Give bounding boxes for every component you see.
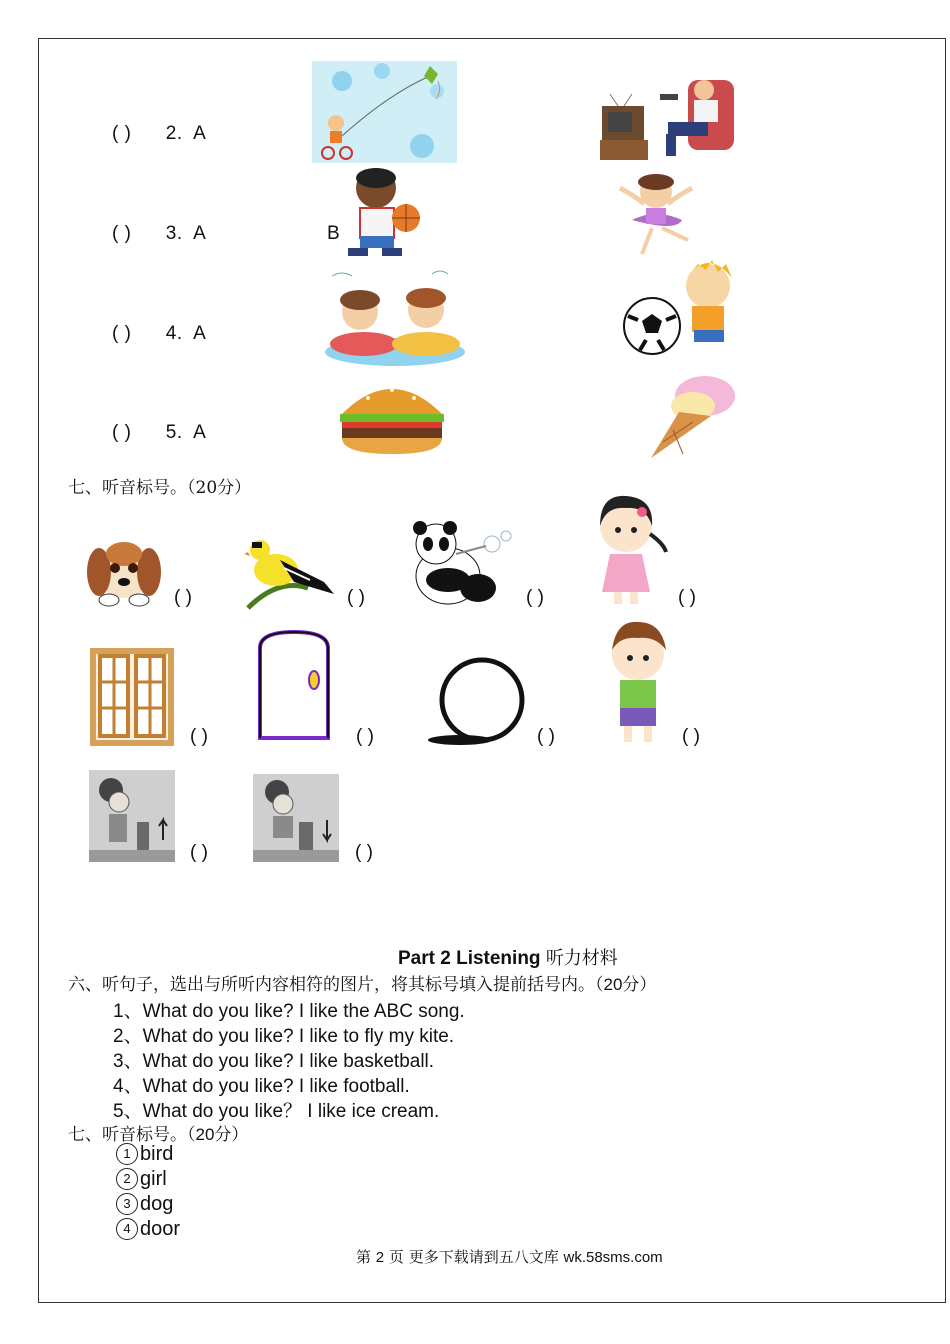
word-item-3 <box>116 1193 173 1216</box>
panda-image <box>408 518 516 608</box>
footer-site-link[interactable]: wk.58sms.com <box>563 1249 663 1266</box>
answer-paren: ( ) <box>682 726 700 747</box>
option-a-label: A <box>193 123 207 144</box>
word-text: girl <box>140 1168 167 1190</box>
listening-sentence-4: 4、What do you like? I like football. <box>113 1076 410 1097</box>
footer-text: 页 更多下载请到五八文库 <box>388 1248 559 1266</box>
answer-paren: ( ) <box>526 587 544 608</box>
circled-number: 1 <box>116 1143 138 1165</box>
q7-heading-tail: 分） <box>214 1125 249 1145</box>
q6-heading <box>68 970 656 995</box>
sit-down-image <box>253 774 339 862</box>
option-a-label: A <box>193 323 207 344</box>
stand-up-image <box>89 770 175 862</box>
q7-heading <box>68 1120 248 1145</box>
option-a-label: A <box>193 223 207 244</box>
circled-number: 2 <box>116 1168 138 1190</box>
answer-paren: ( ) <box>347 587 365 608</box>
dog-image <box>85 532 163 608</box>
ball-image <box>418 654 526 746</box>
q6-heading-tail: 分） <box>622 975 657 995</box>
ice-cream-cone-image <box>645 372 737 460</box>
answer-paren: ( ) <box>356 726 374 747</box>
option-b-label: B <box>327 223 341 244</box>
girl-image <box>590 494 668 608</box>
answer-paren: ( ) <box>190 842 208 863</box>
part2-title-en: Part 2 Listening <box>398 948 541 969</box>
section-7-heading <box>68 473 251 498</box>
listening-sentence-2: 2、What do you like? I like to fly my kite. <box>113 1026 455 1047</box>
word-item-2 <box>116 1168 167 1191</box>
door-image <box>256 628 332 742</box>
q6-score: 20 <box>603 975 623 994</box>
part2-title <box>398 944 618 970</box>
bird-image <box>244 530 336 610</box>
question-row-4 <box>112 323 206 345</box>
answer-paren: ( ) <box>112 123 132 144</box>
q7-heading-text: 七、听音标号。（ <box>68 1125 196 1145</box>
page-footer <box>356 1246 663 1267</box>
listening-sentence-5: 5、What do you like？ I like ice cream. <box>113 1101 440 1122</box>
kids-swimming-ring-image <box>322 266 468 368</box>
question-number: 3. <box>165 223 183 244</box>
answer-paren: ( ) <box>537 726 555 747</box>
part2-title-cn: 听力材料 <box>545 948 618 969</box>
footer-pre: 第 <box>356 1248 372 1266</box>
window-image <box>90 648 174 746</box>
basketball-boy-image <box>336 166 430 259</box>
option-a-label: A <box>193 422 207 443</box>
listening-sentence-1: 1、What do you like? I like the ABC song. <box>113 1001 465 1022</box>
kite-flying-boy-image <box>312 61 457 163</box>
footer-page-number: 2 <box>375 1249 385 1266</box>
hamburger-image <box>338 378 446 458</box>
answer-paren: ( ) <box>112 223 132 244</box>
answer-paren: ( ) <box>678 587 696 608</box>
word-text: door <box>140 1218 181 1240</box>
word-text: bird <box>140 1143 174 1165</box>
football-boy-image <box>620 258 746 356</box>
answer-paren: ( ) <box>174 587 192 608</box>
answer-paren: ( ) <box>112 323 132 344</box>
section-7-heading-text: 七、听音标号。（ <box>68 478 196 498</box>
boy-image <box>604 620 672 746</box>
section-7-score: 20 <box>195 478 218 498</box>
circled-number: 4 <box>116 1218 138 1240</box>
question-number: 4. <box>165 323 183 344</box>
ballet-girl-image <box>612 170 712 258</box>
question-row-3 <box>112 223 206 245</box>
answer-paren: ( ) <box>190 726 208 747</box>
word-item-1 <box>116 1143 173 1166</box>
section-7-heading-tail: 分） <box>217 478 252 498</box>
question-row-5 <box>112 422 206 444</box>
q7-score: 20 <box>195 1125 215 1144</box>
answer-paren: ( ) <box>355 842 373 863</box>
word-item-4 <box>116 1218 180 1241</box>
listening-sentence-3: 3、What do you like? I like basketball. <box>113 1051 435 1072</box>
word-text: dog <box>140 1193 174 1215</box>
q6-heading-text: 六、听句子，选出与所听内容相符的图片，将其标号填入提前括号内。（ <box>68 975 604 995</box>
answer-paren: ( ) <box>112 422 132 443</box>
circled-number: 3 <box>116 1193 138 1215</box>
man-watching-tv-image <box>596 70 738 163</box>
question-row-2 <box>112 123 206 145</box>
question-number: 2. <box>165 123 183 144</box>
question-number: 5. <box>165 422 183 443</box>
